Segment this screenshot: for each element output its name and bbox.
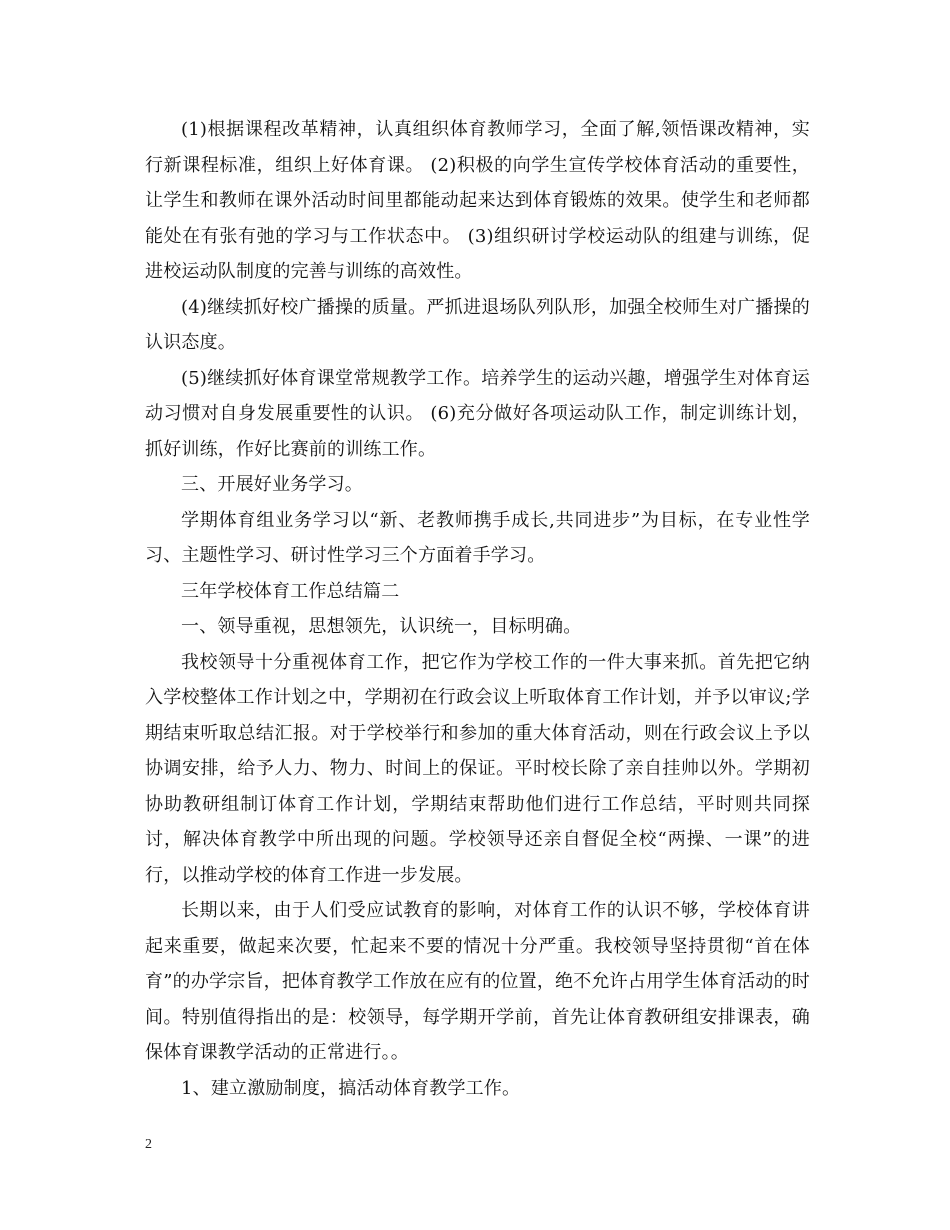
paragraph-5: 我校领导十分重视体育工作，把它作为学校工作的一件大事来抓。首先把它纳入学校整体工作计划之中，学期初在行政会议上听取体育工作计划，并予以审议;学期结束听取总结汇报。对于学校举行和参加的重大体育活动，则在行政会议上予以协调安排，给予人力、物力、时间上的保证。平时校长除了亲自挂帅以外。学期初协助教研组制订体育工作计划，学期结束帮助他们进行工作总结，平时则共同探讨，解决体育教学中所出现的问题。学校领导还亲自督促全校“两操、一课”的进行，以推动学校的体育工作进一步发展。 bbox=[145, 651, 810, 886]
paragraph-6: 长期以来，由于人们受应试教育的影响，对体育工作的认识不够，学校体育讲起来重要，做起来次要，忙起来不要的情况十分严重。我校领导坚持贯彻“首在体育”的办学宗旨，把体育教学工作放在应有的位置，绝不允许占用学生体育活动的时间。特别值得指出的是：校领导，每学期开学前，首先让体育教研组安排课表，确保体育课教学活动的正常进行。。 bbox=[145, 900, 810, 1063]
paragraph-2: (4)继续抓好校广播操的质量。严抓进退场队列队形，加强全校师生对广播操的认识态度。 bbox=[145, 296, 810, 353]
subsection-heading-1: 1、建立激励制度，搞活动体育教学工作。 bbox=[181, 1077, 521, 1099]
paragraph-1: (1)根据课程改革精神，认真组织体育教师学习，全面了解,领悟课改精神，实行新课程标准，组织上好体育课。 (2)积极的向学生宣传学校体育活动的重要性，让学生和教师在课外活动时间里都能动起来达到体育锻炼的效果。使学生和老师都能处在有张有弛的学习与工作状态中。 (3)组织研讨学校运动队的组建与训练，促进校运动队制度的完善与训练的高效性。 bbox=[145, 119, 810, 282]
page-number: 2 bbox=[145, 1137, 152, 1152]
article-title-part-2: 三年学校体育工作总结篇二 bbox=[181, 580, 400, 602]
section-heading-3: 三、开展好业务学习。 bbox=[181, 474, 363, 495]
section-heading-1: 一、领导重视，思想领先，认识统一，目标明确。 bbox=[181, 616, 582, 637]
document-body bbox=[145, 112, 810, 1106]
paragraph-4: 学期体育组业务学习以“新、老教师携手成长,共同进步”为目标，在专业性学习、主题性学习、研讨性学习三个方面着手学习。 bbox=[145, 509, 810, 566]
paragraph-3: (5)继续抓好体育课堂常规教学工作。培养学生的运动兴趣，增强学生对体育运动习惯对自身发展重要性的认识。 (6)充分做好各项运动队工作，制定训练计划，抓好训练，作好比赛前的训练工作。 bbox=[145, 367, 810, 460]
